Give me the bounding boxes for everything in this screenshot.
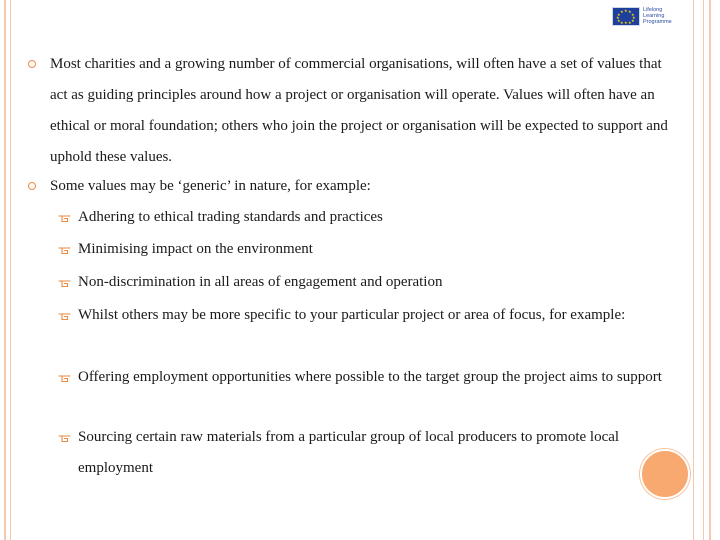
- pointing-hand-bullet-icon: [58, 278, 71, 287]
- pointing-hand-bullet-icon: [58, 311, 71, 320]
- pointing-hand-bullet-icon: [58, 373, 71, 382]
- logo-line-1: Lifelong: [643, 7, 663, 13]
- bullet-text: Some values may be ‘generic’ in nature, for example:: [50, 178, 371, 194]
- sub-bullet-item: [58, 300, 668, 331]
- sub-bullet-item: [58, 267, 668, 298]
- pointing-hand-bullet-icon: [58, 213, 71, 222]
- sub-bullet-text: Whilst others may be more specific to your particular project or area of focus, for example:: [78, 307, 626, 323]
- bullet-item: [28, 49, 668, 173]
- sub-bullet-text: Minimising impact on the environment: [78, 241, 313, 257]
- eu-flag-icon: ★ ★ ★ ★ ★ ★ ★ ★ ★ ★ ★ ★: [612, 7, 640, 26]
- sub-bullet-item: [58, 422, 668, 484]
- bullet-text: Most charities and a growing number of commercial organisations, will often have a set of values that act as guiding principles around how a project or organisation will operate. Values will often have an ethical or moral foundation; others who join the project or organisation will be expected to support and uphold these values.: [50, 56, 668, 165]
- sub-bullet-item: [58, 362, 668, 393]
- sub-bullet-text: Offering employment opportunities where possible to the target group the project aims to support: [78, 369, 662, 385]
- bullet-item: [28, 171, 668, 202]
- logo-line-3: Programme: [643, 19, 672, 25]
- sub-bullet-text: Sourcing certain raw materials from a particular group of local producers to promote local employment: [78, 429, 620, 476]
- sub-bullet-text: Adhering to ethical trading standards and practices: [78, 209, 383, 225]
- ring-bullet-icon: [28, 60, 36, 68]
- pointing-hand-bullet-icon: [58, 433, 71, 442]
- pointing-hand-bullet-icon: [58, 245, 71, 254]
- sub-bullet-item: [58, 234, 668, 265]
- sub-bullet-item: [58, 202, 668, 233]
- sub-bullet-text: Non-discrimination in all areas of engagement and operation: [78, 274, 443, 290]
- logo-line-2: Learning: [643, 13, 665, 19]
- ring-bullet-icon: [28, 182, 36, 190]
